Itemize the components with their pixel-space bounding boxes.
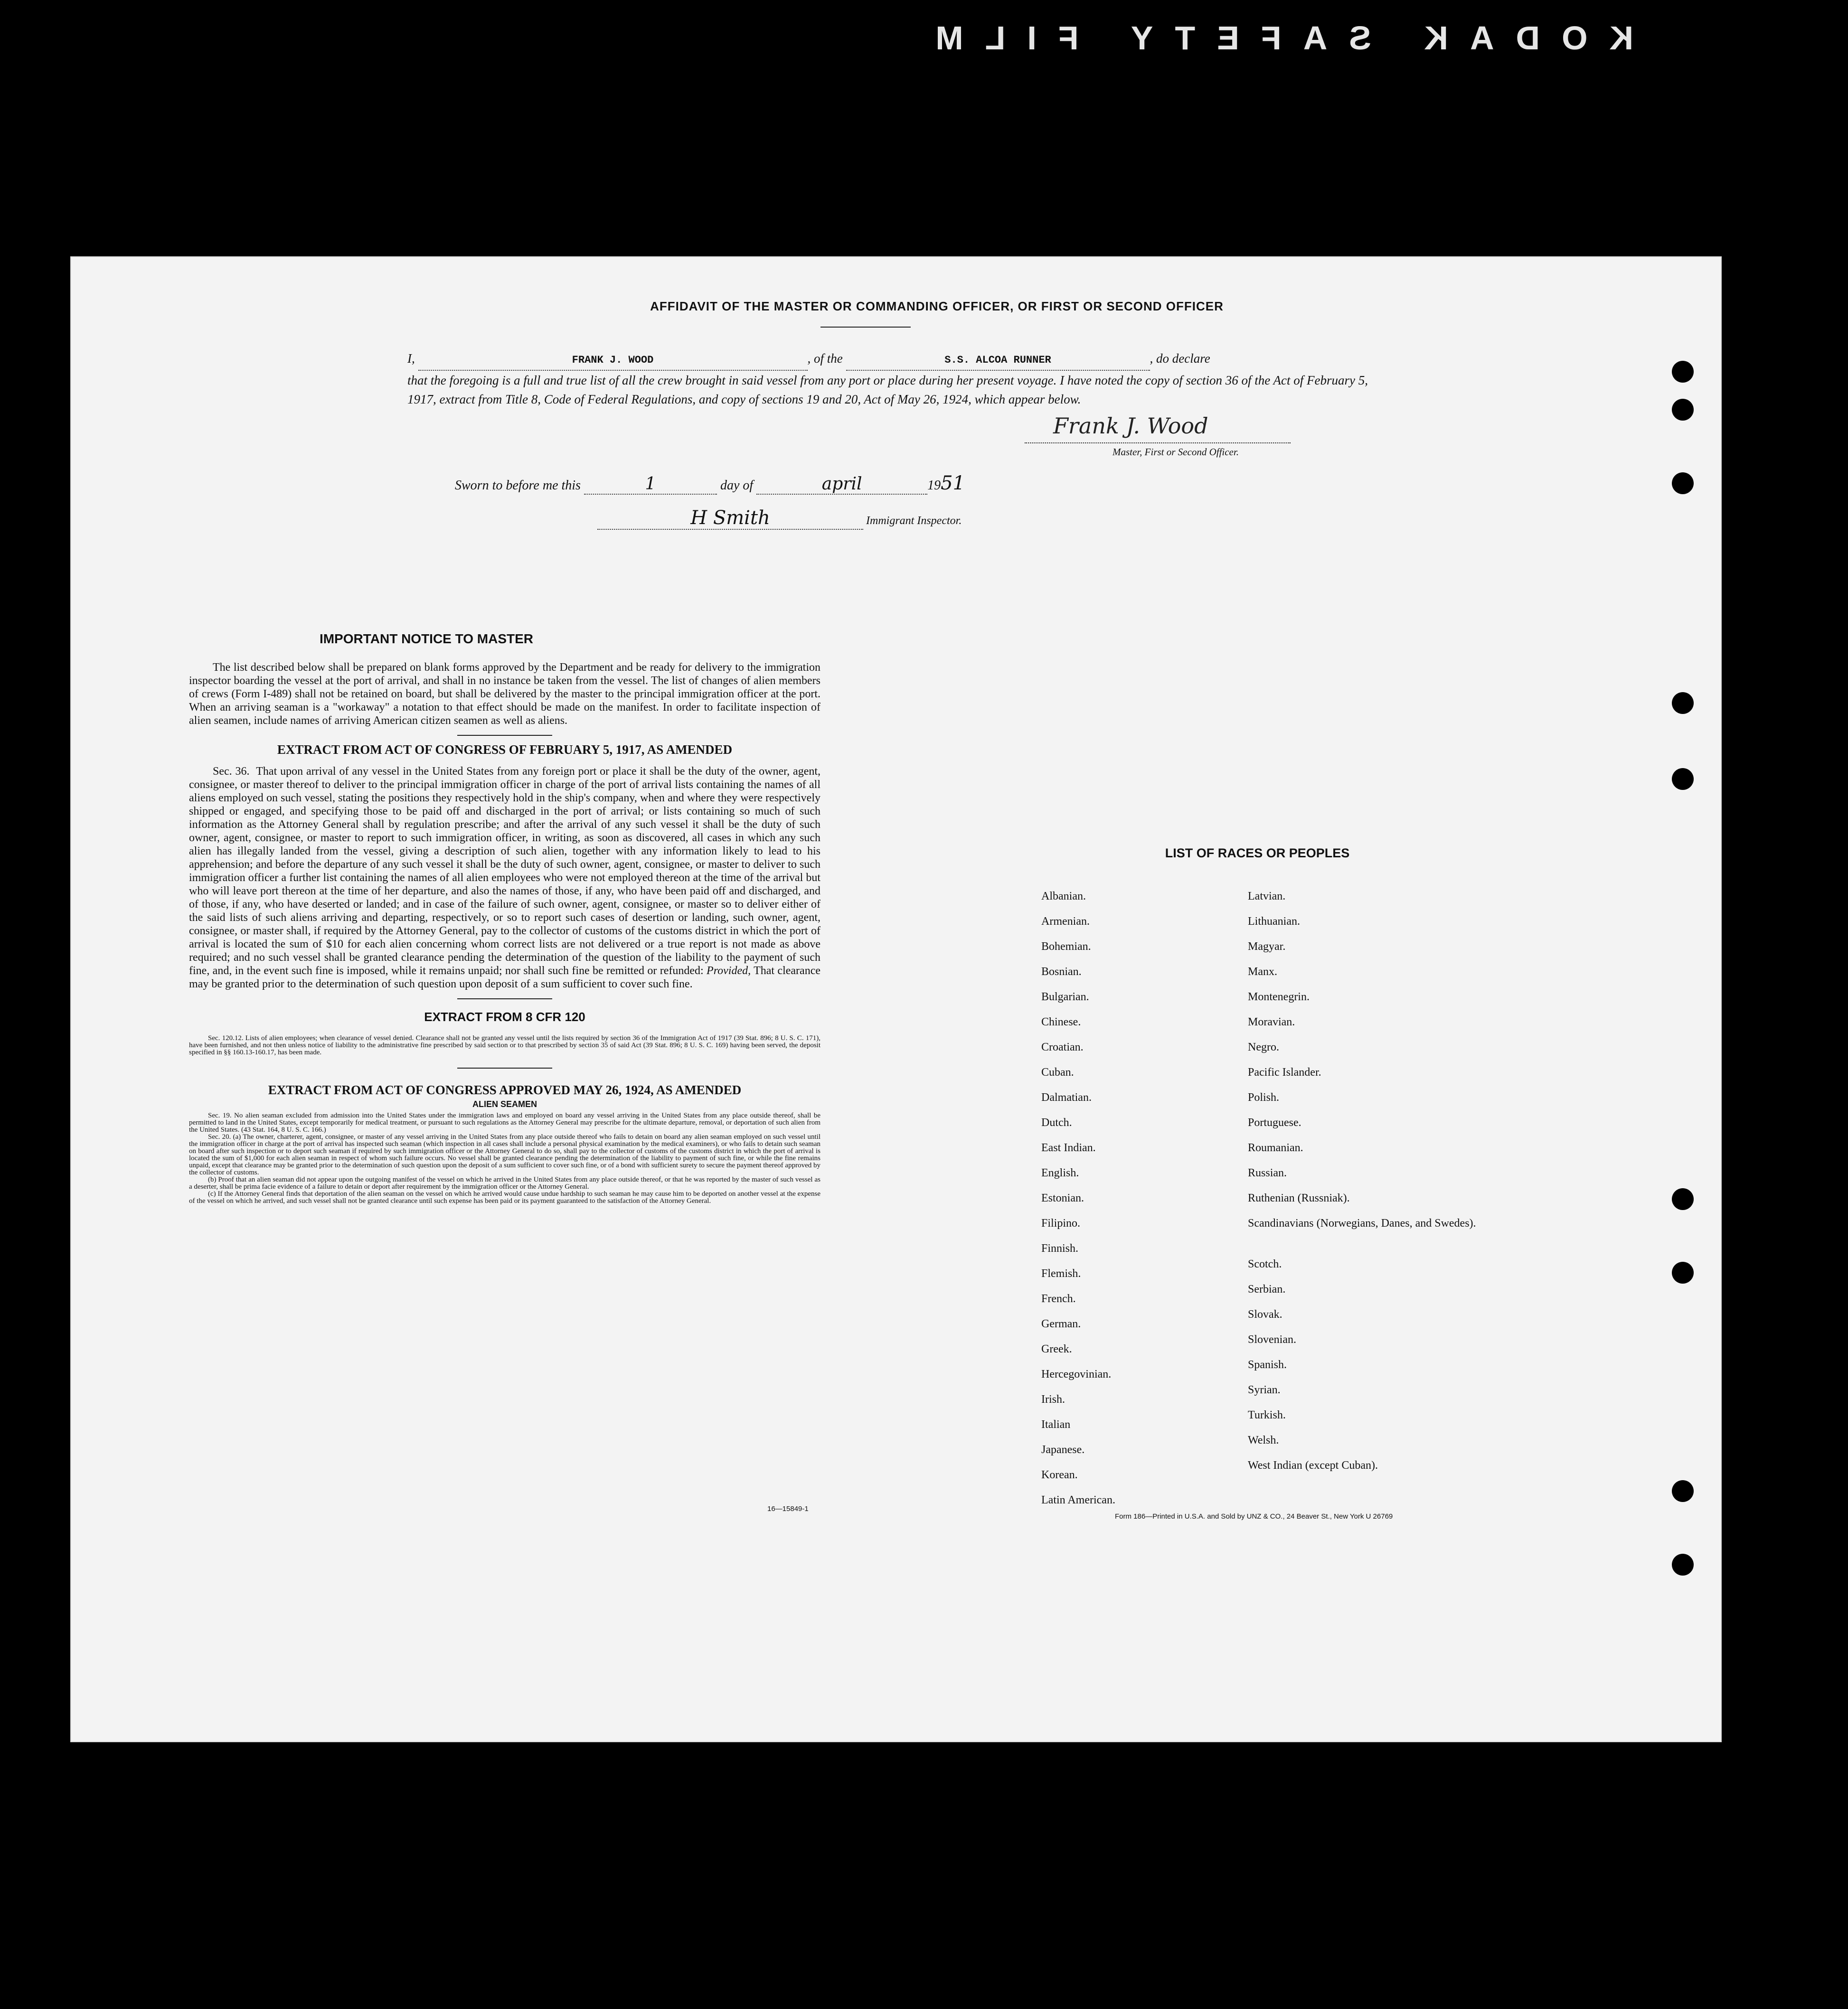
race-list-item: Roumanian. xyxy=(1248,1142,1303,1154)
punch-hole xyxy=(1672,1262,1694,1284)
race-list-item: Cuban. xyxy=(1041,1066,1074,1079)
punch-hole xyxy=(1672,1480,1694,1502)
race-list-item: East Indian. xyxy=(1041,1142,1096,1154)
race-list-item: Moravian. xyxy=(1248,1016,1295,1028)
race-list-item: West Indian (except Cuban). xyxy=(1248,1459,1378,1472)
section-divider xyxy=(457,735,552,736)
race-list-item: Croatian. xyxy=(1041,1041,1084,1053)
race-list-item: Scotch. xyxy=(1248,1258,1282,1270)
sworn-month-field: april xyxy=(756,474,927,495)
race-list-item: Serbian. xyxy=(1248,1283,1286,1296)
signer-caption: Master, First or Second Officer. xyxy=(1113,446,1239,458)
affidavit-body: that the foregoing is a full and true list of all the crew brought in said vessel from any port or place during her present voyage. I have noted the copy of section 36 of the Act of February 5, 1917, extract from Title 8, Code of Federal Regulations, and copy of sections 19 and 20, Act of May 26, 1924, which appear below. xyxy=(407,373,1368,406)
races-title: LIST OF RACES OR PEOPLES xyxy=(1165,846,1350,860)
race-list-item: Lithuanian. xyxy=(1248,915,1300,928)
race-list-item: Montenegrin. xyxy=(1248,991,1310,1003)
race-list-item: Russian. xyxy=(1248,1167,1287,1179)
sec-20b-text: (b) Proof that an alien seaman did not appear upon the outgoing manifest of the vessel on which he arrived in the United States from any place outside thereof, or that he was reported by the master of such vessel as a deserter, shall be prima facie evidence of a failure to detain or deport after requirement by the immigration officer or the Attorney General. xyxy=(189,1176,820,1191)
race-list-item: Irish. xyxy=(1041,1393,1065,1406)
race-list-item: Ruthenian (Russniak). xyxy=(1248,1192,1350,1204)
act-1924-title: EXTRACT FROM ACT OF CONGRESS APPROVED MAY 26, 1924, AS AMENDED xyxy=(268,1083,742,1097)
punch-hole xyxy=(1672,692,1694,714)
sworn-day-field: 1 xyxy=(584,474,717,495)
races-column-2 xyxy=(1248,884,1476,1478)
race-list-item: Welsh. xyxy=(1248,1434,1279,1446)
punch-hole xyxy=(1672,361,1694,383)
race-list-item: Magyar. xyxy=(1248,940,1286,953)
race-list-item: Spanish. xyxy=(1248,1359,1287,1371)
race-list-item: Portuguese. xyxy=(1248,1117,1301,1129)
punch-hole xyxy=(1672,399,1694,421)
race-list-item: Slovenian. xyxy=(1248,1333,1296,1346)
act-1917-title: EXTRACT FROM ACT OF CONGRESS OF FEBRUARY 5, 1917, AS AMENDED xyxy=(277,742,733,757)
cfr-body: Sec. 120.12. Lists of alien employees; when clearance of vessel denied. Clearance shall not be granted any vessel until the lists required by section 36 of the Immigration Act of 1917 (39 Stat. 896; 8 U. S. C. 171), have been furnished, and not then unless notice of liability to the administrative fine prescribed by said section or to that prescribed by section 35 of said Act (39 Stat. 896; 8 U. S. C. 169) having been served, the deposit specified in §§ 160.13-160.17, has been made. xyxy=(189,1034,820,1056)
punch-hole xyxy=(1672,472,1694,494)
race-list-item: Turkish. xyxy=(1248,1409,1286,1421)
inspector-signature: H Smith xyxy=(597,507,863,530)
race-list-item: Latvian. xyxy=(1248,890,1286,902)
race-list-item: Negro. xyxy=(1248,1041,1279,1053)
officer-name-field: FRANK J. WOOD xyxy=(418,351,808,371)
race-list-item: Flemish. xyxy=(1041,1267,1081,1280)
punch-hole xyxy=(1672,1188,1694,1210)
race-list-item: Manx. xyxy=(1248,966,1277,978)
race-list-item: English. xyxy=(1041,1167,1079,1179)
race-list-item: Italian xyxy=(1041,1418,1071,1431)
officer-signature: Frank J. Wood xyxy=(1053,413,1208,439)
race-list-item: Chinese. xyxy=(1041,1016,1081,1028)
form-printer-note: Form 186—Printed in U.S.A. and Sold by UNZ & CO., 24 Beaver St., New York U 26769 xyxy=(1115,1512,1393,1521)
race-list-item: Polish. xyxy=(1248,1091,1280,1104)
race-list-item: Bohemian. xyxy=(1041,940,1091,953)
race-list-item: Korean. xyxy=(1041,1469,1078,1481)
race-list-item: Albanian. xyxy=(1041,890,1086,902)
punch-hole xyxy=(1672,768,1694,790)
sec-20c-text: (c) If the Attorney General finds that deportation of the alien seaman on the vessel on which he arrived would cause undue hardship to such seaman he may cause him to be deported on another vessel at the expense of the vessel on which he arrived, and such vessel shall not be granted clearance until such expense has been paid or its payment guaranteed to the satisfaction of the Attorney General. xyxy=(189,1190,820,1205)
inspector-caption: Immigrant Inspector. xyxy=(866,515,962,527)
race-list-item: Filipino. xyxy=(1041,1217,1081,1230)
signature-line xyxy=(1025,442,1291,443)
race-list-item: Dutch. xyxy=(1041,1117,1072,1129)
race-list-item: Hercegovinian. xyxy=(1041,1368,1112,1380)
race-list-item: Japanese. xyxy=(1041,1444,1085,1456)
race-list-item: Dalmatian. xyxy=(1041,1091,1092,1104)
race-list-item: Latin American. xyxy=(1041,1494,1115,1506)
race-list-item: Syrian. xyxy=(1248,1384,1281,1396)
vessel-name-field: S.S. ALCOA RUNNER xyxy=(846,351,1150,371)
print-reference-code: 16—15849-1 xyxy=(767,1505,809,1513)
inspector-line xyxy=(597,507,962,530)
race-list-item: Estonian. xyxy=(1041,1192,1084,1204)
sworn-line: Sworn to before me this 1 day of april 1951 xyxy=(455,472,965,494)
race-list-item: Armenian. xyxy=(1041,915,1090,928)
race-list-item: Scandinavians (Norwegians, Danes, and Swedes). xyxy=(1248,1217,1476,1230)
race-list-item: Slovak. xyxy=(1248,1308,1282,1321)
film-edge-imprint: KODAK SAFETY FILM xyxy=(914,19,1633,56)
document-page xyxy=(70,256,1722,1742)
race-list-item: German. xyxy=(1041,1318,1081,1330)
act-1917-body: Sec. 36. That upon arrival of any vessel in the United States from any foreign port or place it shall be the duty of the owner, agent, consignee, or master thereof to deliver to the principal immigration officer in charge of the port of arrival lists containing the names of all aliens employed on such vessel, stating the positions they respectively hold in the ship's company, when and where they were respectively shipped or engaged, and specifying those to be paid off and discharged in the port of arrival; or lists containing so much of such information as the Attorney General shall by regulation prescribe; and after the arrival of any such vessel it shall be the duty of such owner, agent, consignee, or master to report to such immigration officer, in writing, as soon as discovered, all cases in which any such alien has illegally landed from the vessel, giving a description of such alien, together with any information likely to lead to his apprehension; and before the departure of any such vessel it shall be the duty of such owner, agent, consignee, or master to deliver to such immigration officer a further list containing the names of all alien employees who were not employed thereon at the time of the arrival but who will leave port thereon at the time of her departure, and also the names of those, if any, who have been paid off and discharged, and of those, if any, who have deserted or landed; and in case of the failure of such owner, agent, consignee, or master so to deliver either of the said lists of such aliens arriving and departing, respectively, or so to report such cases of desertion or landing, such owner, agent, consignee, or master shall, if required by the Attorney General, pay to the collector of customs of the customs district in which the port of arrival is located the sum of $10 for each alien concerning whom correct lists are not delivered or a true report is not made as above required; and no such vessel shall be granted clearance pending the determination of the question of the liability to the payment of such fine, and, in the event such fine is imposed, while it remains unpaid; nor shall such fine be remitted or refunded: Provided, That clearance may be granted prior to the determination of such question upon deposit of a sum sufficient to cover such fine. xyxy=(189,765,821,990)
affidavit-title: AFFIDAVIT OF THE MASTER OR COMMANDING OFFICER, OR FIRST OR SECOND OFFICER xyxy=(650,299,1224,313)
race-list-item: Bulgarian. xyxy=(1041,991,1089,1003)
notice-body: The list described below shall be prepared on blank forms approved by the Department and be ready for delivery to the immigration inspector boarding the vessel at the port of arrival, and shall in no instance be taken from the vessel. The list of changes of alien members of crews (Form I-489) shall not be retained on board, but shall be delivered by the master to the principal immigration officer at the port. When an arriving seaman is a "workaway" a notation to that effect should be made on the manifest. In order to facilitate inspection of alien seamen, include names of arriving American citizen seamen as well as aliens. xyxy=(189,661,820,727)
section-divider xyxy=(457,1068,552,1069)
sworn-year-field: 51 xyxy=(941,472,965,494)
races-column-1 xyxy=(1041,884,1115,1513)
race-list-item: Bosnian. xyxy=(1041,966,1082,978)
notice-title: IMPORTANT NOTICE TO MASTER xyxy=(319,631,534,646)
section-divider xyxy=(457,998,552,999)
act-1924-subtitle: ALIEN SEAMEN xyxy=(472,1099,537,1109)
race-list-item: French. xyxy=(1041,1293,1076,1305)
race-list-item: Finnish. xyxy=(1041,1242,1079,1255)
race-list-item: Pacific Islander. xyxy=(1248,1066,1321,1079)
sec-19-text: Sec. 19. No alien seaman excluded from admission into the United States under the immigration laws and employed on board any vessel arriving in the United States from any place outside thereof, shall be permitted to land in the United States, except temporarily for medical treatment, or pursuant to such regulations as the Attorney General may prescribe for the ultimate departure, removal, or deportation of such alien from the United States. (43 Stat. 164, 8 U. S. C. 166.) xyxy=(189,1112,820,1134)
title-divider xyxy=(820,327,911,328)
punch-hole xyxy=(1672,1554,1694,1576)
cfr-title: EXTRACT FROM 8 CFR 120 xyxy=(424,1010,585,1024)
affidavit-declaration: I, FRANK J. WOOD , of the S.S. ALCOA RUNNER , do declare that the foregoing is a full and true list of all the crew brought in said vessel from any port or place during her present voyage. I have noted the copy of section 36 of the Act of February 5, 1917, extract from Title 8, Code of Federal Regulations, and copy of sections 19 and 20, Act of May 26, 1924, which appear below. xyxy=(407,351,1368,406)
race-list-item: Greek. xyxy=(1041,1343,1072,1355)
regulations-column xyxy=(189,631,820,1205)
sec-20a-text: Sec. 20. (a) The owner, charterer, agent, consignee, or master of any vessel arriving in the United States from any place outside thereof who fails to detain on board any alien seaman employed on such vessel until the immigration officer in charge at the port of arrival has inspected such seaman (which inspection in all cases shall include a personal physical examination by the medical examiners), or who fails to detain such seaman on board after such inspection or to deport such seaman if required by such immigration officer or the Attorney General to do so, shall pay to the collector of customs of the customs district in which the port of arrival is located the sum of $1,000 for each alien seaman in respect of whom such failure occurs. No vessel shall be granted clearance pending the determination of the liability to payment of such fine, or while the fine remains unpaid, except that clearance may be granted prior to the determination of such question upon the deposit of a sum sufficient to cover such fine, or of a bond with sufficient surety to secure the payment thereof approved by the collector of customs. xyxy=(189,1133,820,1176)
